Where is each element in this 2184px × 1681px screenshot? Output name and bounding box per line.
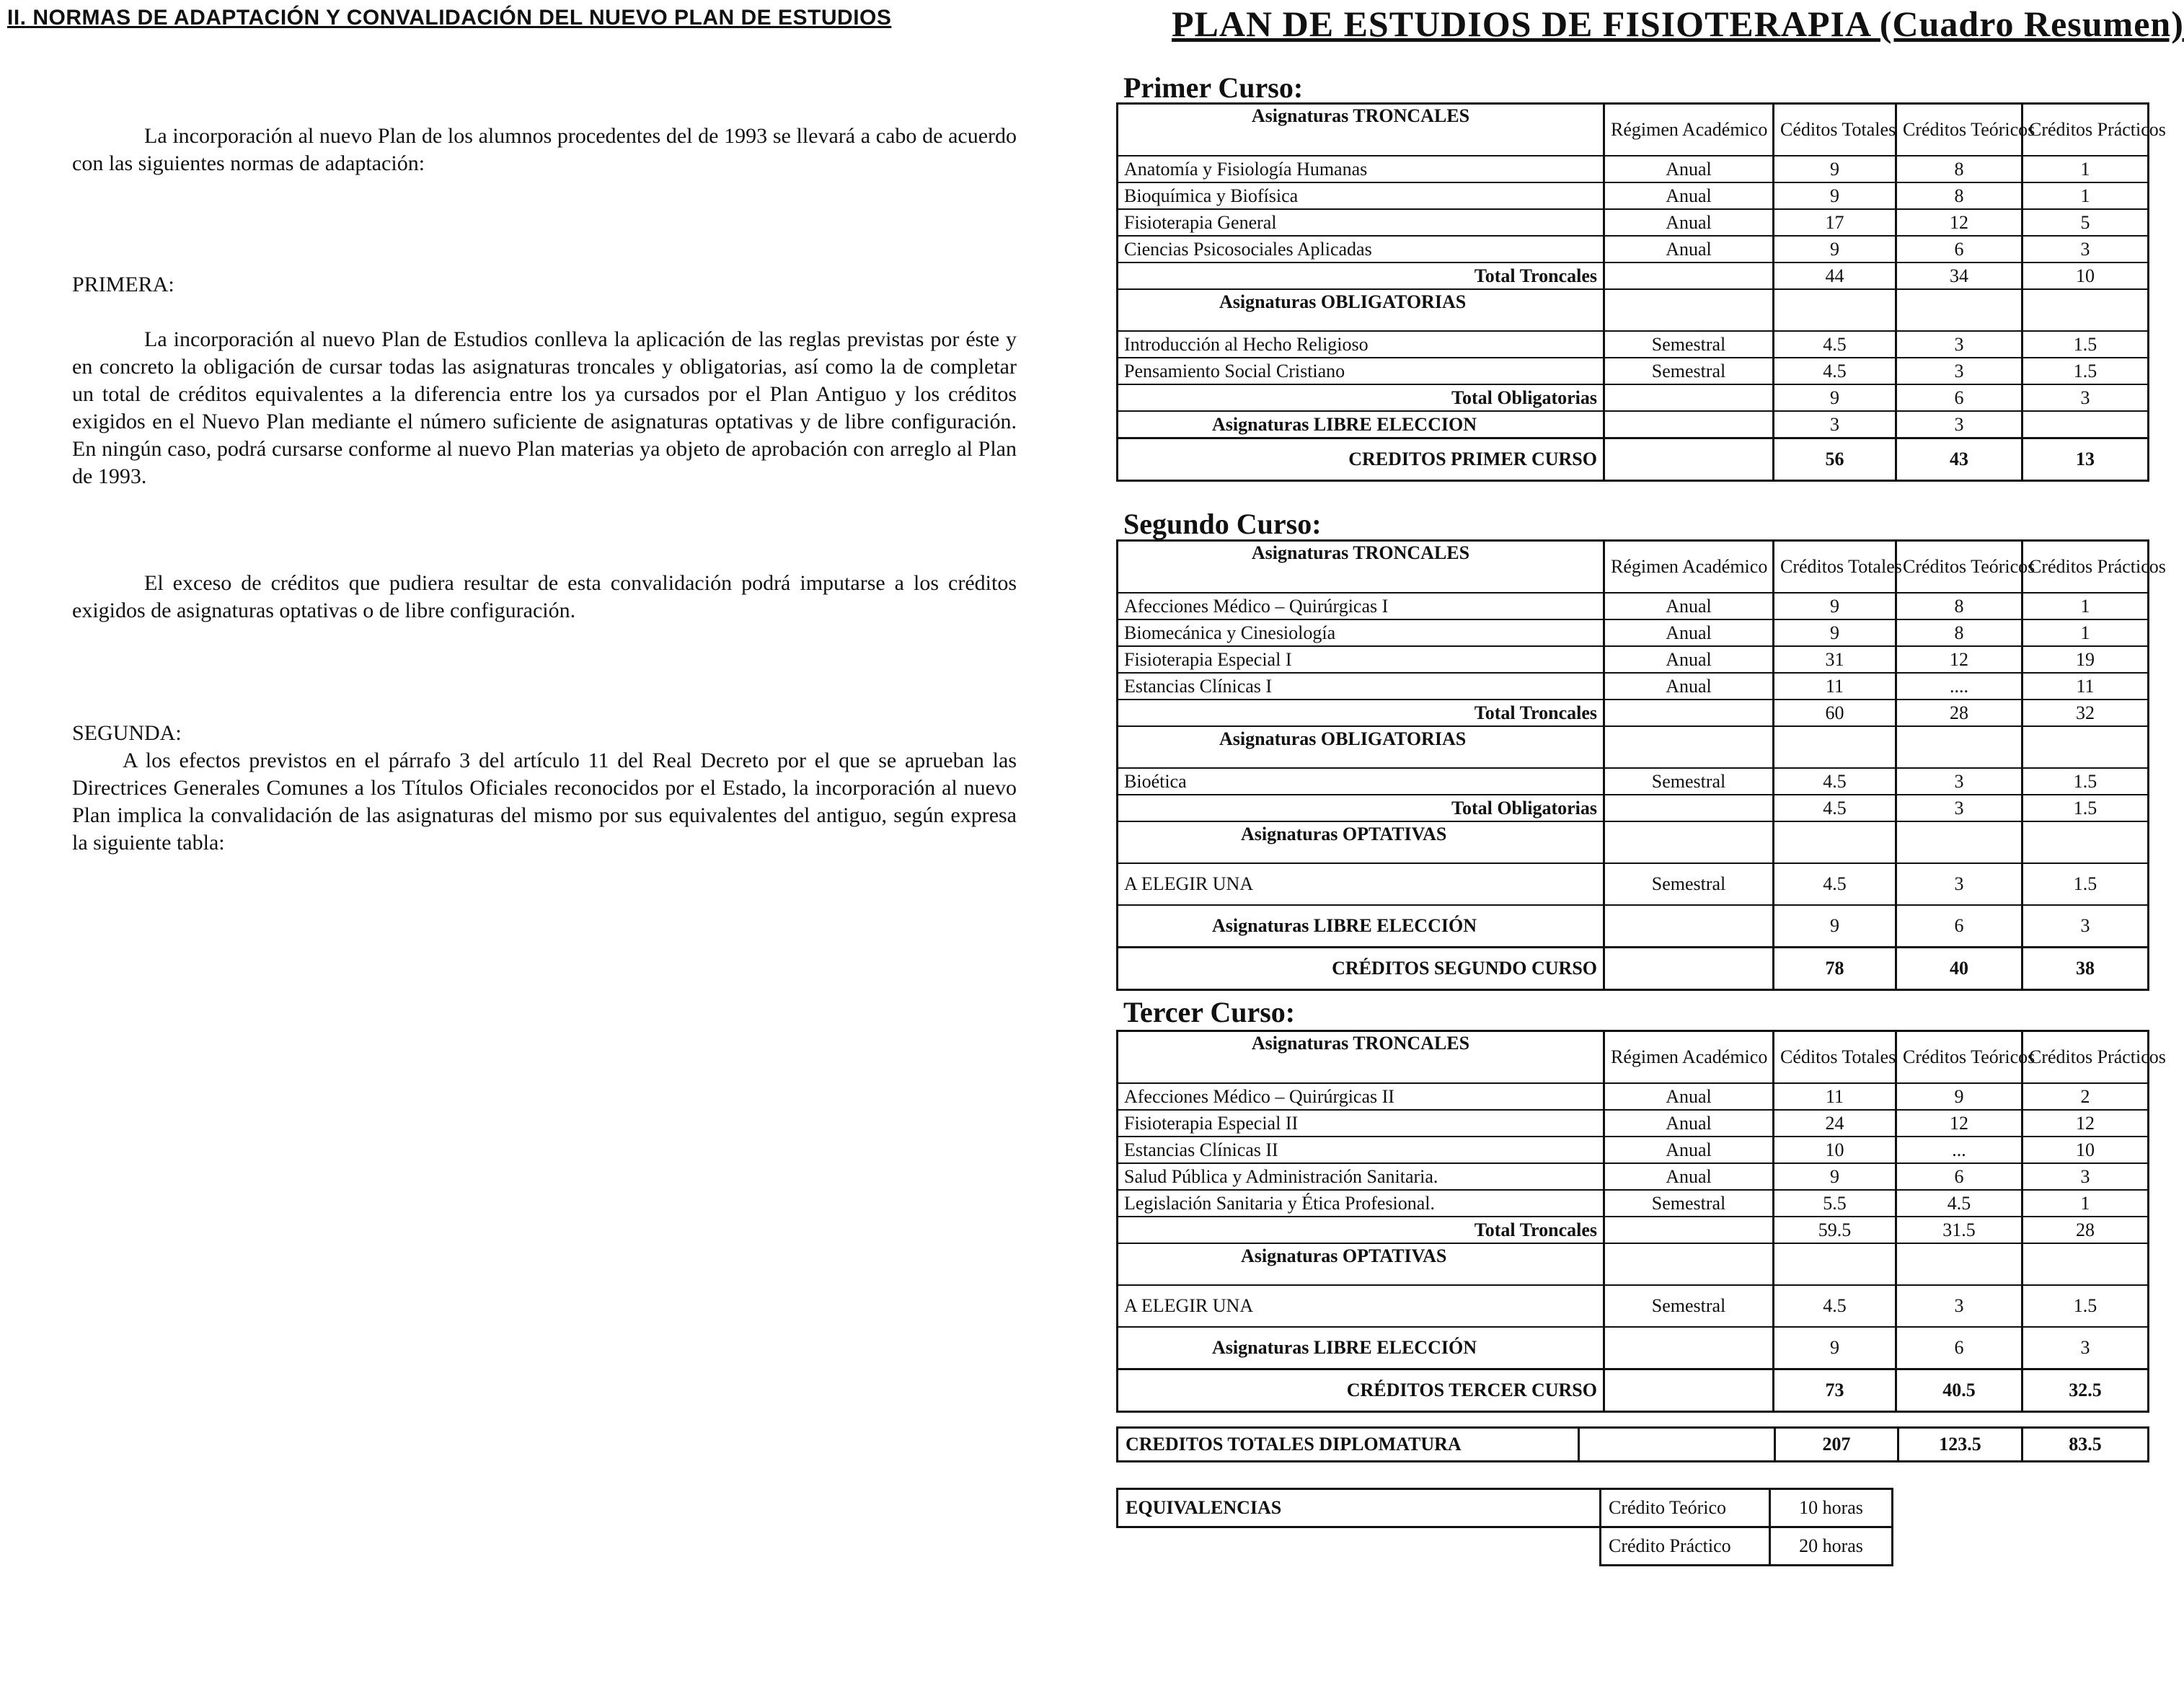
creditos-teo: 43 bbox=[1896, 438, 2022, 481]
subject-total: 9 bbox=[1774, 236, 1896, 262]
total-value: 9 bbox=[1774, 384, 1896, 411]
total-pra: 32 bbox=[2022, 700, 2149, 726]
table-row bbox=[1118, 768, 2149, 795]
libre-teo: 6 bbox=[1896, 905, 2022, 948]
subject-pra: 1 bbox=[2022, 593, 2149, 619]
subject-total: 24 bbox=[1774, 1110, 1896, 1137]
total-pra: 3 bbox=[2022, 384, 2149, 411]
creditos-pra: 32.5 bbox=[2022, 1369, 2149, 1412]
table-row bbox=[1118, 1110, 2149, 1137]
header-teoricos: Créditos Teóricos bbox=[1896, 104, 2022, 156]
subject-pra: 5 bbox=[2022, 209, 2149, 236]
primer-curso-title: Primer Curso: bbox=[1123, 71, 1304, 104]
subject-total: 11 bbox=[1774, 1083, 1896, 1110]
subject-regimen: Anual bbox=[1604, 156, 1774, 182]
subject-regimen: Semestral bbox=[1604, 358, 1774, 384]
subject-name: Ciencias Psicosociales Aplicadas bbox=[1118, 236, 1604, 262]
total-pra: 10 bbox=[2022, 262, 2149, 289]
total-troncales-row bbox=[1118, 700, 2149, 726]
subject-pra: 1.5 bbox=[2022, 768, 2149, 795]
table-row bbox=[1118, 1190, 2149, 1217]
totales-teo: 123.5 bbox=[1898, 1428, 2022, 1462]
libre-pra: 3 bbox=[2022, 1327, 2149, 1369]
subject-pra: 1.5 bbox=[2022, 1285, 2149, 1327]
libre-pra bbox=[2022, 411, 2149, 438]
section-label: Asignaturas OBLIGATORIAS bbox=[1118, 726, 1604, 768]
header-practicos: Créditos Prácticos bbox=[2022, 1031, 2149, 1084]
subject-pra: 2 bbox=[2022, 1083, 2149, 1110]
subject-regimen: Anual bbox=[1604, 1083, 1774, 1110]
subject-teo: 3 bbox=[1896, 358, 2022, 384]
total-value: 60 bbox=[1774, 700, 1896, 726]
table-row bbox=[1118, 1163, 2149, 1190]
creditos-curso-row bbox=[1118, 438, 2149, 481]
creditos-curso-row bbox=[1118, 948, 2149, 990]
subject-teo: 9 bbox=[1896, 1083, 2022, 1110]
creditos-curso-row bbox=[1118, 1369, 2149, 1412]
total-troncales-row bbox=[1118, 1217, 2149, 1243]
header-practicos: Créditos Prácticos bbox=[2022, 104, 2149, 156]
subject-regimen: Anual bbox=[1604, 1137, 1774, 1163]
libre-total: 3 bbox=[1774, 411, 1896, 438]
creditos-total: 78 bbox=[1774, 948, 1896, 990]
creditos-total: 56 bbox=[1774, 438, 1896, 481]
equivalencias-table bbox=[1116, 1488, 1893, 1566]
subject-teo: 6 bbox=[1896, 1163, 2022, 1190]
libre-total: 9 bbox=[1774, 1327, 1896, 1369]
subject-pra: 1.5 bbox=[2022, 331, 2149, 358]
subject-pra: 1 bbox=[2022, 182, 2149, 209]
subject-regimen: Anual bbox=[1604, 182, 1774, 209]
header-troncales: Asignaturas TRONCALES bbox=[1118, 541, 1604, 594]
subject-regimen: Semestral bbox=[1604, 863, 1774, 905]
subject-teo: 3 bbox=[1896, 768, 2022, 795]
total-pra: 1.5 bbox=[2022, 795, 2149, 821]
subject-total: 10 bbox=[1774, 1137, 1896, 1163]
total-label: Total Troncales bbox=[1118, 700, 1604, 726]
obligatorias-section-row bbox=[1118, 726, 2149, 768]
left-section-title: II. NORMAS DE ADAPTACIÓN Y CONVALIDACIÓN DEL NUEVO PLAN DE ESTUDIOS bbox=[7, 6, 892, 30]
libre-eleccion-row bbox=[1118, 411, 2149, 438]
table-header-row bbox=[1118, 104, 2149, 156]
total-teo: 28 bbox=[1896, 700, 2022, 726]
subject-teo: 8 bbox=[1896, 182, 2022, 209]
subject-total: 31 bbox=[1774, 646, 1896, 673]
subject-total: 4.5 bbox=[1774, 358, 1896, 384]
subject-teo: 3 bbox=[1896, 1285, 2022, 1327]
header-troncales: Asignaturas TRONCALES bbox=[1118, 104, 1604, 156]
subject-name: Legislación Sanitaria y Ética Profesional. bbox=[1118, 1190, 1604, 1217]
total-value: 4.5 bbox=[1774, 795, 1896, 821]
creditos-pra: 38 bbox=[2022, 948, 2149, 990]
subject-name: Fisioterapia Especial II bbox=[1118, 1110, 1604, 1137]
subject-regimen: Anual bbox=[1604, 619, 1774, 646]
subject-name: Estancias Clínicas I bbox=[1118, 673, 1604, 700]
total-troncales-row bbox=[1118, 262, 2149, 289]
primera-paragraph: La incorporación al nuevo Plan de Estudios conlleva la aplicación de las reglas previstas por éste y en concreto la obligación de cursar todas las asignaturas troncales y obligatorias, así como la de completar un total de créditos equivalentes a la diferencia entre los ya cursados por el Plan Antiguo y los créditos exigidos en el Nuevo Plan mediante el número suficiente de asignaturas optativas y de libre configuración. En ningún caso, podrá cursarse conforme al nuevo Plan materias ya objeto de aprobación con arreglo al Plan de 1993. bbox=[72, 327, 1017, 488]
subject-total: 4.5 bbox=[1774, 331, 1896, 358]
table-row bbox=[1118, 1137, 2149, 1163]
table-row bbox=[1118, 646, 2149, 673]
header-regimen: Régimen Académico bbox=[1604, 104, 1774, 156]
table-row bbox=[1118, 619, 2149, 646]
subject-total: 4.5 bbox=[1774, 863, 1896, 905]
creditos-total: 73 bbox=[1774, 1369, 1896, 1412]
equivalencia-row bbox=[1118, 1489, 1893, 1527]
subject-teo: 8 bbox=[1896, 593, 2022, 619]
subject-name: Anatomía y Fisiología Humanas bbox=[1118, 156, 1604, 182]
obligatorias-section-row bbox=[1118, 289, 2149, 331]
creditos-totales-row bbox=[1118, 1428, 2149, 1462]
subject-name: Fisioterapia General bbox=[1118, 209, 1604, 236]
subject-name: A ELEGIR UNA bbox=[1118, 1285, 1604, 1327]
credito-practico-label: Crédito Práctico bbox=[1601, 1527, 1770, 1566]
credito-practico-value: 20 horas bbox=[1770, 1527, 1893, 1566]
subject-pra: 3 bbox=[2022, 236, 2149, 262]
subject-regimen: Anual bbox=[1604, 1110, 1774, 1137]
header-teoricos: Créditos Teóricos bbox=[1896, 1031, 2022, 1084]
subject-name: Salud Pública y Administración Sanitaria. bbox=[1118, 1163, 1604, 1190]
subject-name: Fisioterapia Especial I bbox=[1118, 646, 1604, 673]
header-teoricos: Créditos Teóricos bbox=[1896, 541, 2022, 594]
section-label: Asignaturas LIBRE ELECCIÓN bbox=[1118, 1327, 1604, 1369]
total-teo: 3 bbox=[1896, 795, 2022, 821]
creditos-totales-table bbox=[1116, 1426, 2149, 1462]
header-regimen: Régimen Académico bbox=[1604, 541, 1774, 594]
totales-label: CREDITOS TOTALES DIPLOMATURA bbox=[1126, 1434, 1462, 1455]
subject-name: Bioética bbox=[1118, 768, 1604, 795]
subject-regimen: Anual bbox=[1604, 593, 1774, 619]
total-pra: 28 bbox=[2022, 1217, 2149, 1243]
total-label: Total Obligatorias bbox=[1118, 384, 1604, 411]
optativas-section-row bbox=[1118, 1243, 2149, 1285]
subject-teo: 12 bbox=[1896, 1110, 2022, 1137]
libre-teo: 3 bbox=[1896, 411, 2022, 438]
subject-regimen: Semestral bbox=[1604, 331, 1774, 358]
table-row bbox=[1118, 863, 2149, 905]
subject-name: Afecciones Médico – Quirúrgicas II bbox=[1118, 1083, 1604, 1110]
section-label: Asignaturas LIBRE ELECCIÓN bbox=[1118, 905, 1604, 948]
segunda-heading: SEGUNDA: bbox=[72, 721, 182, 745]
total-label: Total Troncales bbox=[1118, 1217, 1604, 1243]
total-teo: 31.5 bbox=[1896, 1217, 2022, 1243]
subject-total: 17 bbox=[1774, 209, 1896, 236]
header-regimen: Régimen Académico bbox=[1604, 1031, 1774, 1084]
subject-total: 9 bbox=[1774, 593, 1896, 619]
subject-pra: 12 bbox=[2022, 1110, 2149, 1137]
libre-total: 9 bbox=[1774, 905, 1896, 948]
table-row bbox=[1118, 673, 2149, 700]
subject-name: A ELEGIR UNA bbox=[1118, 863, 1604, 905]
total-label: Total Obligatorias bbox=[1118, 795, 1604, 821]
subject-teo: ... bbox=[1896, 1137, 2022, 1163]
total-value: 59.5 bbox=[1774, 1217, 1896, 1243]
plan-title: PLAN DE ESTUDIOS DE FISIOTERAPIA (Cuadro Resumen) bbox=[1172, 4, 2184, 44]
subject-total: 9 bbox=[1774, 156, 1896, 182]
credito-teorico-label: Crédito Teórico bbox=[1601, 1489, 1770, 1527]
equivalencia-row bbox=[1118, 1527, 1893, 1566]
subject-pra: 1 bbox=[2022, 1190, 2149, 1217]
creditos-teo: 40 bbox=[1896, 948, 2022, 990]
creditos-teo: 40.5 bbox=[1896, 1369, 2022, 1412]
section-label: Asignaturas OPTATIVAS bbox=[1118, 1243, 1604, 1285]
header-troncales: Asignaturas TRONCALES bbox=[1118, 1031, 1604, 1084]
creditos-label: CRÉDITOS TERCER CURSO bbox=[1118, 1369, 1604, 1412]
segundo-curso-title: Segundo Curso: bbox=[1123, 508, 1322, 540]
libre-eleccion-row bbox=[1118, 905, 2149, 948]
table-row bbox=[1118, 182, 2149, 209]
table-row bbox=[1118, 156, 2149, 182]
subject-teo: 12 bbox=[1896, 209, 2022, 236]
creditos-label: CRÉDITOS SEGUNDO CURSO bbox=[1118, 948, 1604, 990]
subject-pra: 10 bbox=[2022, 1137, 2149, 1163]
subject-teo: .... bbox=[1896, 673, 2022, 700]
subject-pra: 11 bbox=[2022, 673, 2149, 700]
subject-pra: 19 bbox=[2022, 646, 2149, 673]
section-label: Asignaturas OPTATIVAS bbox=[1118, 821, 1604, 863]
subject-teo: 3 bbox=[1896, 331, 2022, 358]
subject-name: Afecciones Médico – Quirúrgicas I bbox=[1118, 593, 1604, 619]
subject-teo: 8 bbox=[1896, 156, 2022, 182]
subject-teo: 3 bbox=[1896, 863, 2022, 905]
table-row bbox=[1118, 1285, 2149, 1327]
creditos-pra: 13 bbox=[2022, 438, 2149, 481]
primera-heading: PRIMERA: bbox=[72, 273, 174, 296]
total-obligatorias-row bbox=[1118, 384, 2149, 411]
subject-teo: 6 bbox=[1896, 236, 2022, 262]
header-practicos: Créditos Prácticos bbox=[2022, 541, 2149, 594]
subject-pra: 1 bbox=[2022, 156, 2149, 182]
table-row bbox=[1118, 593, 2149, 619]
subject-pra: 1.5 bbox=[2022, 358, 2149, 384]
subject-name: Introducción al Hecho Religioso bbox=[1118, 331, 1604, 358]
segunda-paragraph: A los efectos previstos en el párrafo 3 del artículo 11 del Real Decreto por el que se aprueban las Directrices Generales Comunes a los Títulos Oficiales reconocidos por el Estado, la incorporación al nuevo Plan implica la convalidación de las asignaturas del mismo por sus equivalentes del antiguo, según expresa la siguiente tabla: bbox=[72, 749, 1017, 855]
subject-total: 4.5 bbox=[1774, 768, 1896, 795]
section-label: Asignaturas LIBRE ELECCION bbox=[1118, 411, 1604, 438]
tercer-curso-title: Tercer Curso: bbox=[1123, 996, 1296, 1028]
subject-name: Estancias Clínicas II bbox=[1118, 1137, 1604, 1163]
subject-name: Biomecánica y Cinesiología bbox=[1118, 619, 1604, 646]
table-header-row bbox=[1118, 541, 2149, 594]
credito-teorico-value: 10 horas bbox=[1770, 1489, 1893, 1527]
subject-regimen: Anual bbox=[1604, 673, 1774, 700]
exceso-paragraph: El exceso de créditos que pudiera resultar de esta convalidación podrá imputarse a los créditos exigidos de asignaturas optativas o de libre configuración. bbox=[72, 571, 1017, 622]
libre-pra: 3 bbox=[2022, 905, 2149, 948]
subject-pra: 1 bbox=[2022, 619, 2149, 646]
subject-total: 4.5 bbox=[1774, 1285, 1896, 1327]
subject-regimen: Anual bbox=[1604, 1163, 1774, 1190]
header-totales: Céditos Totales bbox=[1774, 1031, 1896, 1084]
subject-regimen: Semestral bbox=[1604, 1285, 1774, 1327]
subject-total: 9 bbox=[1774, 1163, 1896, 1190]
libre-teo: 6 bbox=[1896, 1327, 2022, 1369]
totales-pra: 83.5 bbox=[2022, 1428, 2149, 1462]
segundo-curso-table bbox=[1116, 539, 2166, 991]
table-row bbox=[1118, 358, 2149, 384]
total-label: Total Troncales bbox=[1118, 262, 1604, 289]
totales-total: 207 bbox=[1775, 1428, 1898, 1462]
subject-total: 5.5 bbox=[1774, 1190, 1896, 1217]
subject-regimen: Semestral bbox=[1604, 768, 1774, 795]
total-teo: 34 bbox=[1896, 262, 2022, 289]
subject-total: 9 bbox=[1774, 619, 1896, 646]
subject-total: 9 bbox=[1774, 182, 1896, 209]
intro-paragraph: La incorporación al nuevo Plan de los alumnos procedentes del de 1993 se llevará a cabo de acuerdo con las siguientes normas de adaptación: bbox=[72, 124, 1017, 175]
section-label: Asignaturas OBLIGATORIAS bbox=[1118, 289, 1604, 331]
primer-curso-table bbox=[1116, 102, 2166, 482]
subject-regimen: Anual bbox=[1604, 646, 1774, 673]
table-row bbox=[1118, 1083, 2149, 1110]
total-teo: 6 bbox=[1896, 384, 2022, 411]
header-totales: Créditos Totales bbox=[1774, 541, 1896, 594]
subject-regimen: Anual bbox=[1604, 236, 1774, 262]
subject-teo: 12 bbox=[1896, 646, 2022, 673]
subject-pra: 3 bbox=[2022, 1163, 2149, 1190]
libre-eleccion-row bbox=[1118, 1327, 2149, 1369]
subject-teo: 4.5 bbox=[1896, 1190, 2022, 1217]
subject-regimen: Semestral bbox=[1604, 1190, 1774, 1217]
equivalencias-label: EQUIVALENCIAS bbox=[1118, 1489, 1601, 1527]
tercer-curso-table bbox=[1116, 1030, 2166, 1413]
total-value: 44 bbox=[1774, 262, 1896, 289]
creditos-label: CREDITOS PRIMER CURSO bbox=[1118, 438, 1604, 481]
subject-pra: 1.5 bbox=[2022, 863, 2149, 905]
optativas-section-row bbox=[1118, 821, 2149, 863]
table-row bbox=[1118, 209, 2149, 236]
subject-name: Bioquímica y Biofísica bbox=[1118, 182, 1604, 209]
subject-regimen: Anual bbox=[1604, 209, 1774, 236]
subject-name: Pensamiento Social Cristiano bbox=[1118, 358, 1604, 384]
table-row bbox=[1118, 236, 2149, 262]
table-header-row bbox=[1118, 1031, 2149, 1084]
total-obligatorias-row bbox=[1118, 795, 2149, 821]
subject-total: 11 bbox=[1774, 673, 1896, 700]
header-totales: Céditos Totales bbox=[1774, 104, 1896, 156]
subject-teo: 8 bbox=[1896, 619, 2022, 646]
table-row bbox=[1118, 331, 2149, 358]
